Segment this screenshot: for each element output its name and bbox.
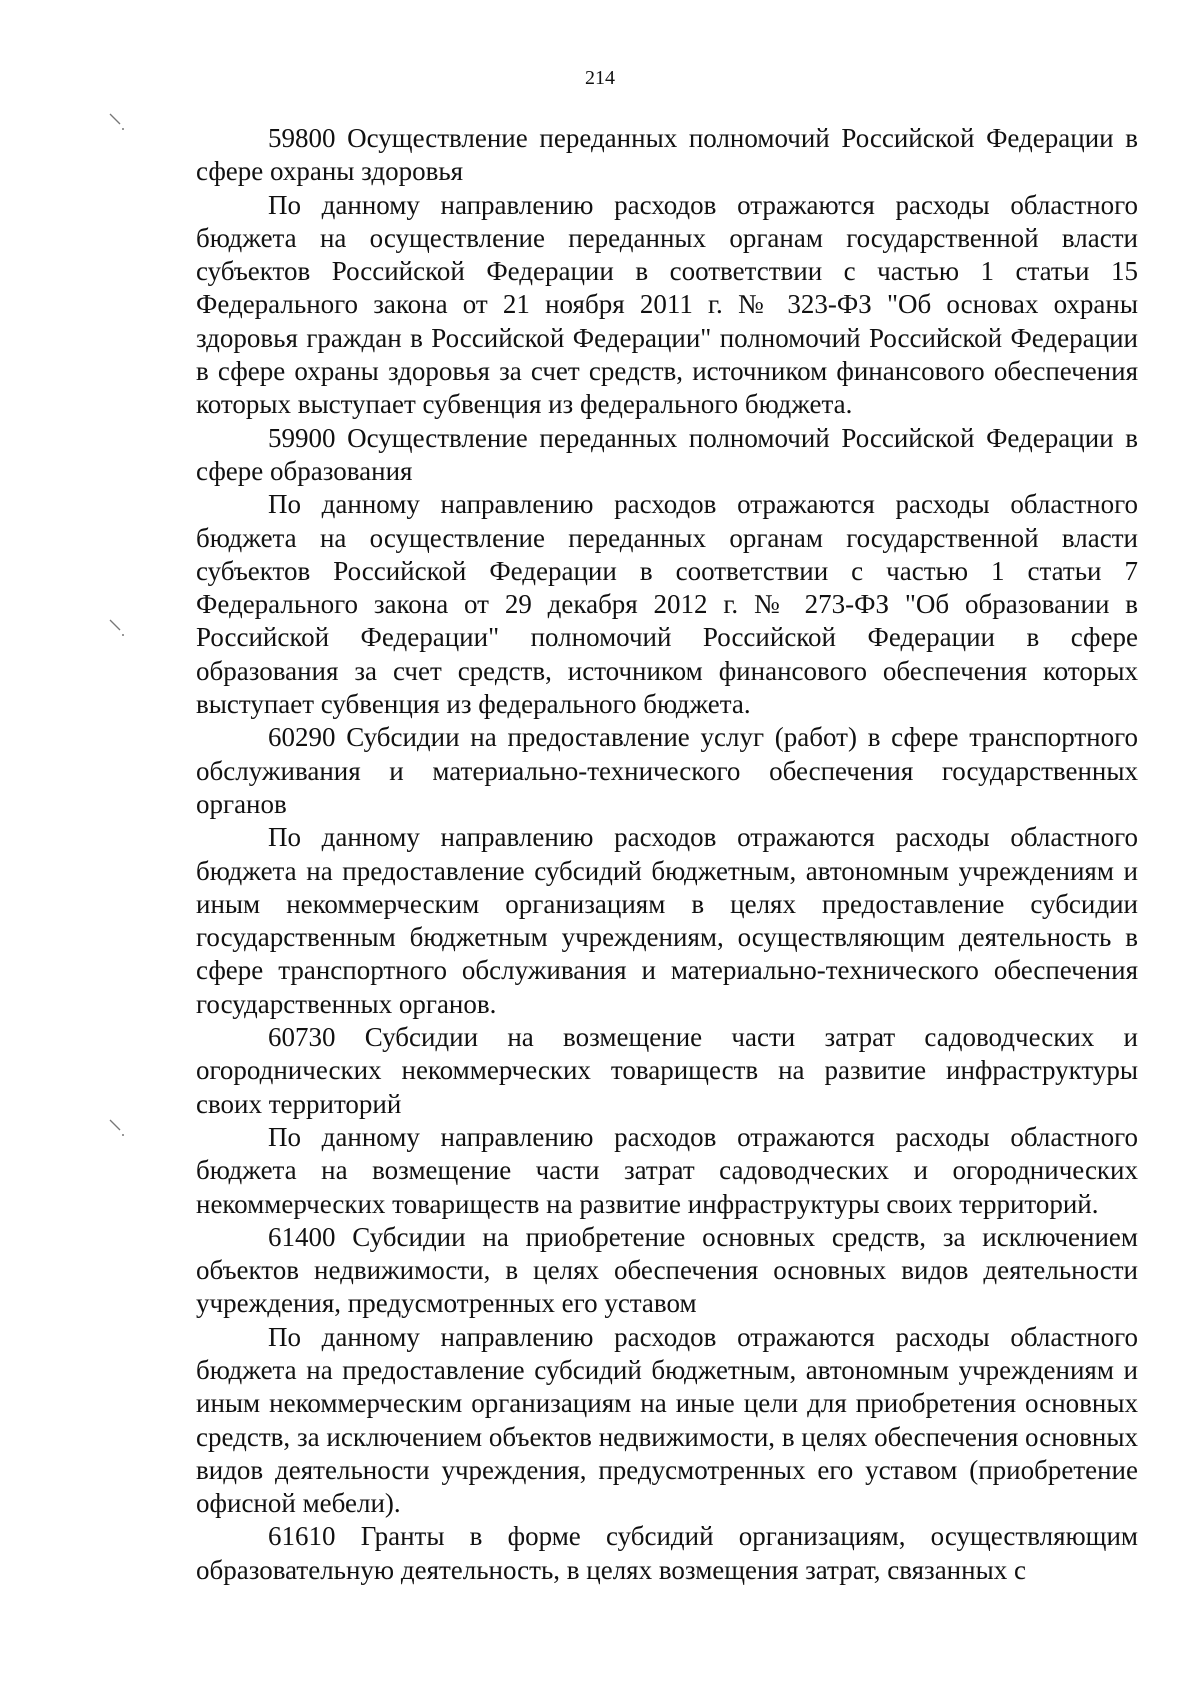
section-heading-61610: 61610 Гранты в форме субсидий организациям, осуществляющим образовательную деятельность, в целях возмещения затрат, связанных с [196,1521,1138,1585]
paragraph-59900-description: По данному направлению расходов отражаются расходы областного бюджета на осуществление переданных органам государственной власти субъектов Российской Федерации в соответствии с частью 1 статьи 7 Федерального закона от 29 декабря 2012 г. № 273-ФЗ "Об образовании в Российской Федерации" полномочий Российской Федерации в сфере образования за счет средств, источником финансового обеспечения которых выступает субвенция из федерального бюджета. [196,489,1138,720]
document-body [196,122,1138,1587]
paragraph-60290-description: По данному направлению расходов отражаются расходы областного бюджета на предоставление субсидий бюджетным, автономным учреждениям и иным некоммерческим организациям в целях предоставление субсидии государственным бюджетным учреждениям, осуществляющим деятельность в сфере транспортного обслуживания и материально-технического обеспечения государственных органов. [196,822,1138,1019]
section-heading-61400: 61400 Субсидии на приобретение основных средств, за исключением объектов недвижимости, в целях обеспечения основных видов деятельности учреждения, предусмотренных его уставом [196,1221,1138,1319]
section-heading-59900: 59900 Осуществление переданных полномочий Российской Федерации в сфере образования [196,422,1138,486]
scan-mark-icon [108,1118,126,1140]
section-heading-59800: 59800 Осуществление переданных полномочий Российской Федерации в сфере охраны здоровья [196,123,1138,187]
scan-mark-icon [108,618,126,640]
paragraph-61400-description: По данному направлению расходов отражаются расходы областного бюджета на предоставление субсидий бюджетным, автономным учреждениям и иным некоммерческим организациям на иные цели для приобретения основных средств, за исключением объектов недвижимости, в целях обеспечения основных видов деятельности учреждения, предусмотренных его уставом (приобретение офисной мебели). [196,1321,1138,1519]
page-number: 214 [585,67,615,89]
section-heading-60730: 60730 Субсидии на возмещение части затрат садоводческих и огороднических некоммерческих товариществ на развитие инфраструктуры своих территорий [196,1022,1138,1119]
paragraph-60730-description: По данному направлению расходов отражаются расходы областного бюджета на возмещение части затрат садоводческих и огороднических некоммерческих товариществ на развитие инфраструктуры своих территорий. [196,1121,1138,1219]
section-heading-60290: 60290 Субсидии на предоставление услуг (работ) в сфере транспортного обслуживания и материально-технического обеспечения государственных органов [196,722,1138,819]
scan-mark-icon [108,112,126,134]
paragraph-59800-description: По данному направлению расходов отражаются расходы областного бюджета на осуществление переданных органам государственной власти субъектов Российской Федерации в соответствии с частью 1 статьи 15 Федерального закона от 21 ноября 2011 г. № 323-ФЗ "Об основах охраны здоровья граждан в Российской Федерации" полномочий Российской Федерации в сфере охраны здоровья за счет средств, источником финансового обеспечения которых выступает субвенция из федерального бюджета. [196,189,1138,420]
